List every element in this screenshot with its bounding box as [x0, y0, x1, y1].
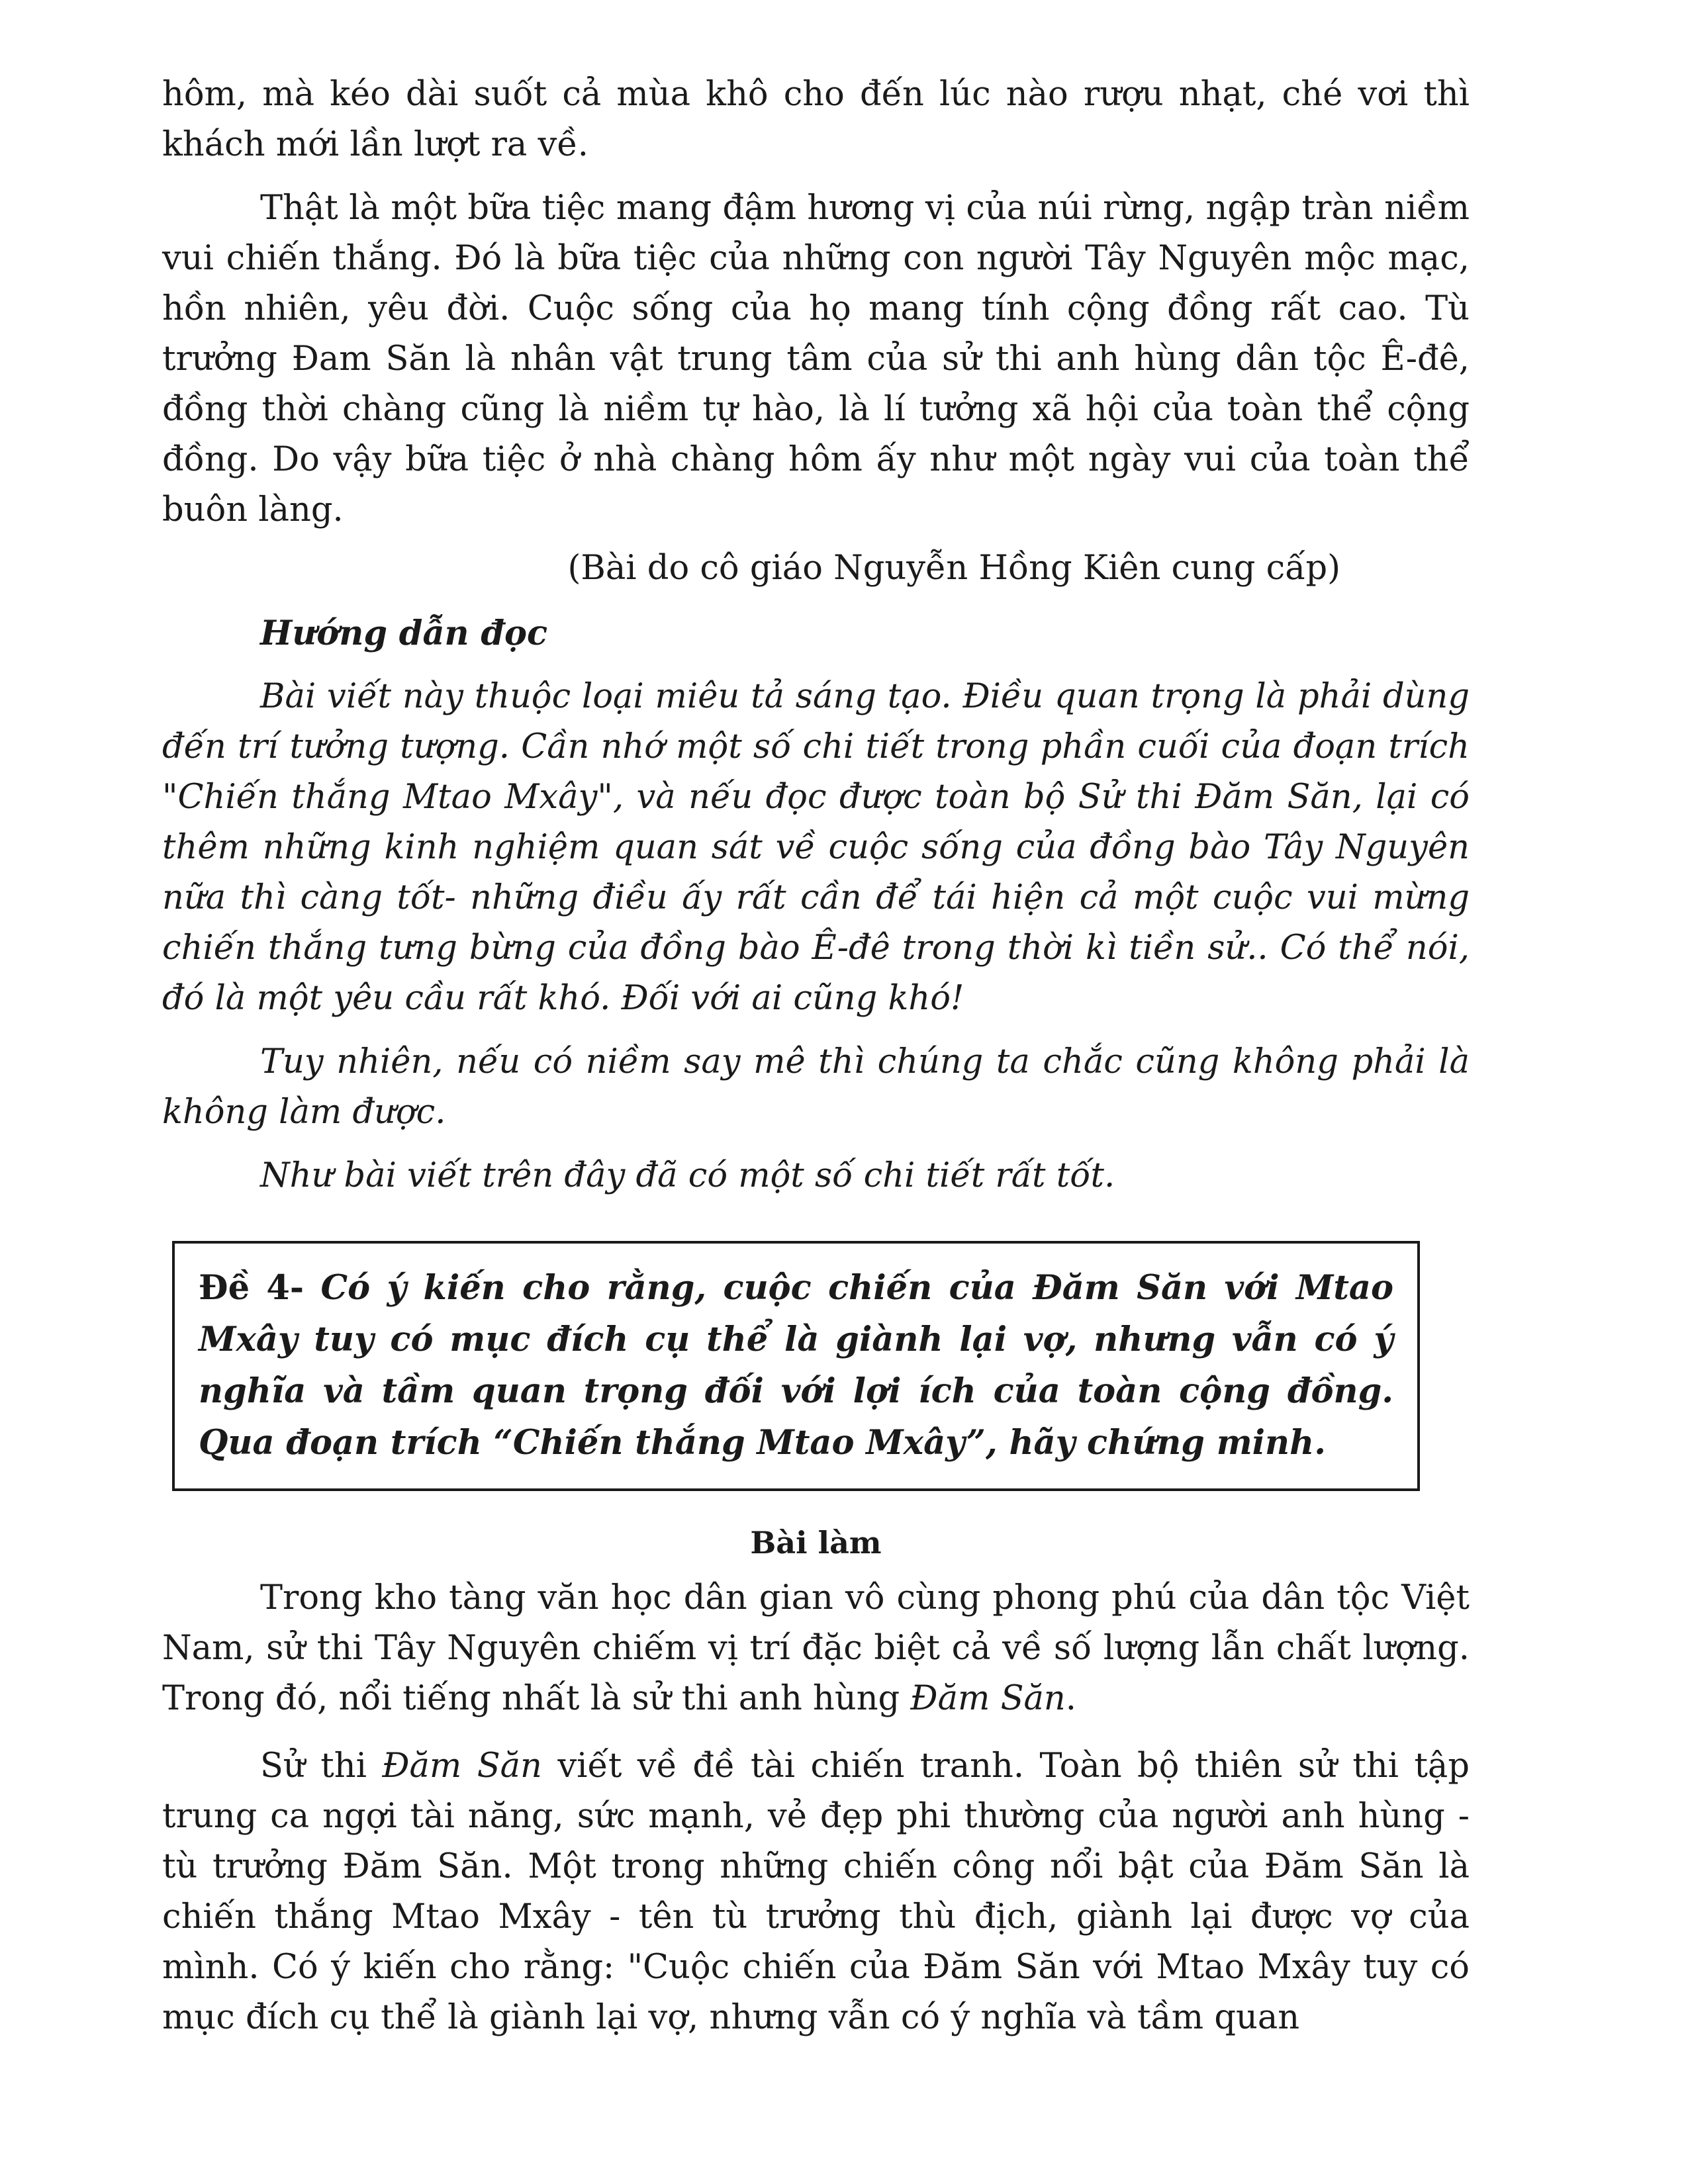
guide-heading: Hướng dẫn đọc: [260, 614, 548, 653]
paragraph-feast: Thật là một bữa tiệc mang đậm hương vị của núi rừng, ngập tràn niềm vui chiến thắng. Đó là bữa tiệc của những con người Tây Nguyên mộc mạc, hồn nhiên, yêu đời. Cuộc sống của họ mang tính cộng đồng rất cao. Tù trưởng Đam Săn là nhân vật trung tâm của sử thi anh hùng dân tộc Ê-đê, đồng thời chàng cũng là niềm tự hào, là lí tưởng xã hội của toàn thể cộng đồng. Do vậy bữa tiệc ở nhà chàng hôm ấy như một ngày vui của toàn thể buôn làng.: [162, 189, 1470, 529]
essay-p1-end: .: [1065, 1679, 1076, 1718]
essay-paragraph-2: [162, 1741, 1470, 2043]
essay-title: Bài làm: [750, 1525, 882, 1561]
guide-paragraph-1: Bài viết này thuộc loại miêu tả sáng tạo. Điều quan trọng là phải dùng đến trí tưởng tượng. Cần nhớ một số chi tiết trong phần cuối của đoạn trích "Chiến thắng Mtao Mxây", và nếu đọc được toàn bộ Sử thi Đăm Săn, lại có thêm những kinh nghiệm quan sát về cuộc sống của đồng bào Tây Nguyên nữa thì càng tốt- những điều ấy rất cần để tái hiện cả một cuộc vui mừng chiến thắng tưng bừng của đồng bào Ê-đê trong thời kì tiền sử.. Có thể nói, đó là một yêu cầu rất khó. Đối với ai cũng khó!: [162, 677, 1470, 1018]
essay-p2-lead: Sử thi: [260, 1747, 383, 1786]
essay-p2-work-title: Đăm Săn: [382, 1747, 542, 1786]
credit-line: (Bài do cô giáo Nguyễn Hồng Kiên cung cấp): [567, 549, 1340, 588]
guide-paragraph-2: Tuy nhiên, nếu có niềm say mê thì chúng ta chắc cũng không phải là không làm được.: [162, 1042, 1470, 1132]
topic-text-block: [199, 1262, 1393, 1469]
topic-box: [172, 1241, 1420, 1491]
essay-p1-text: Trong kho tàng văn học dân gian vô cùng phong phú của dân tộc Việt Nam, sử thi Tây Nguyên chiếm vị trí đặc biệt cả về số lượng lẫn chất lượng. Trong đó, nổi tiếng nhất là sử thi anh hùng: [162, 1578, 1470, 1718]
document-page: [162, 69, 1470, 2043]
topic-label: Đề 4-: [199, 1268, 305, 1308]
essay-p1-work-title: Đăm Săn: [910, 1679, 1066, 1718]
guide-paragraph-3: Như bài viết trên đây đã có một số chi tiết rất tốt.: [260, 1156, 1115, 1195]
essay-paragraph-1: [162, 1573, 1470, 1724]
essay-p2-text: viết về đề tài chiến tranh. Toàn bộ thiên sử thi tập trung ca ngợi tài năng, sức mạnh, vẻ đẹp phi thường của người anh hùng - tù trưởng Đăm Săn. Một trong những chiến công nổi bật của Đăm Săn là chiến thắng Mtao Mxây - tên tù trưởng thù địch, giành lại được vợ của mình. Có ý kiến cho rằng: "Cuộc chiến của Đăm Săn với Mtao Mxây tuy có mục đích cụ thể là giành lại vợ, nhưng vẫn có ý nghĩa và tầm quan: [162, 1747, 1470, 2037]
topic-text: Có ý kiến cho rằng, cuộc chiến của Đăm Săn với Mtao Mxây tuy có mục đích cụ thể là giành lại vợ, nhưng vẫn có ý nghĩa và tầm quan trọng đối với lợi ích của toàn cộng đồng. Qua đoạn trích “Chiến thắng Mtao Mxây”, hãy chứng minh.: [199, 1268, 1393, 1463]
paragraph-continued: hôm, mà kéo dài suốt cả mùa khô cho đến lúc nào rượu nhạt, ché vơi thì khách mới lần lượt ra về.: [162, 75, 1470, 164]
